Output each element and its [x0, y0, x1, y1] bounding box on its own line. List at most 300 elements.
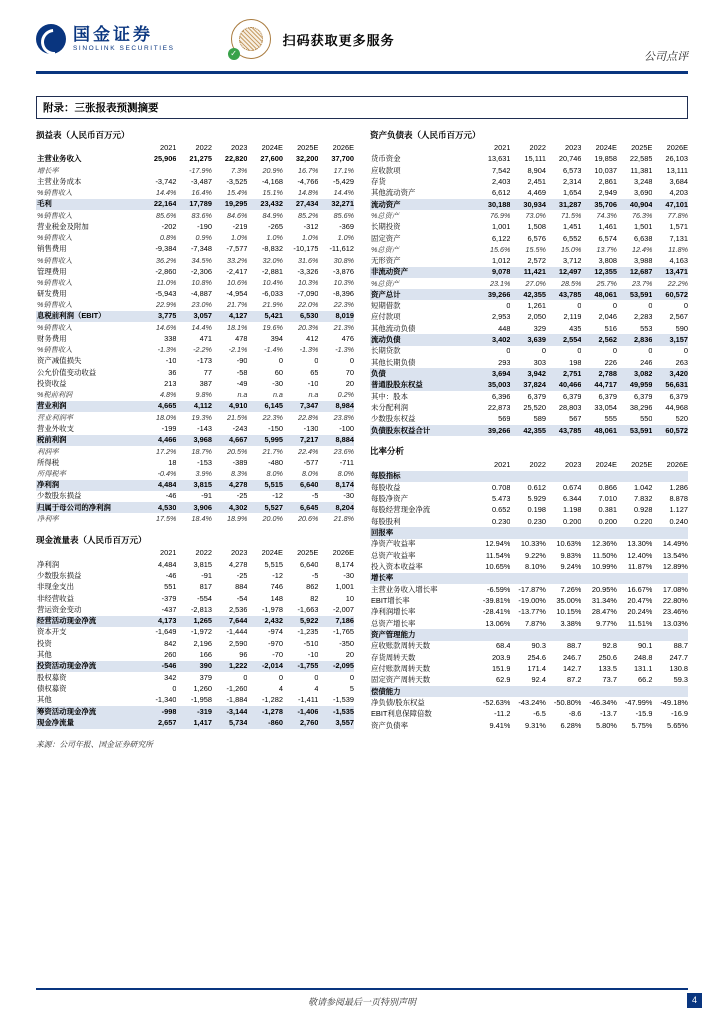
- cell-value: 2,283: [633, 312, 653, 322]
- cell-value: 8,174: [318, 480, 354, 491]
- row-label: [36, 143, 141, 154]
- cell-value: -39.81%: [482, 595, 511, 605]
- row-label: 非经营收益: [37, 593, 74, 603]
- cell-value: -6.5: [533, 709, 546, 719]
- page-header: [36, 10, 688, 68]
- cell-value: 21.9%: [262, 300, 283, 310]
- cell-value: -5: [311, 491, 319, 501]
- cell-value: 20,746: [558, 154, 582, 164]
- cell-value: 10.33%: [520, 539, 546, 549]
- table-row: [36, 684, 354, 695]
- cell-value: 8.878: [669, 493, 688, 503]
- cell-value: -1,663: [297, 604, 319, 614]
- cell-value: 2,590: [228, 638, 248, 648]
- table-row: [370, 346, 688, 357]
- cell-value: -2,095: [318, 661, 354, 672]
- cell-value: 3,248: [633, 177, 653, 187]
- cell-value: 27,434: [283, 199, 319, 210]
- row-label: 少数股东损益: [37, 491, 82, 501]
- cell-value: 13.54%: [662, 550, 688, 560]
- table-row: [370, 357, 688, 368]
- cell-value: 0: [612, 346, 617, 356]
- cell-value: -265: [268, 221, 283, 231]
- cell-value: 17,789: [176, 199, 212, 210]
- cell-value: 2,432: [247, 616, 283, 627]
- cell-value: -4,887: [190, 289, 212, 299]
- cell-value: 2,567: [669, 312, 688, 322]
- ratio-analysis-title: 比率分析: [370, 446, 405, 457]
- year-header: 2025E: [631, 459, 653, 469]
- cell-value: 22.80%: [662, 595, 688, 605]
- cell-value: 5,515: [247, 480, 283, 491]
- cell-value: 49,959: [617, 380, 653, 391]
- left-column: [36, 129, 354, 750]
- cell-value: 23,432: [247, 199, 283, 210]
- cell-value: 39,266: [475, 289, 511, 300]
- cell-value: 21.5%: [227, 412, 248, 422]
- cell-value: -577: [303, 457, 319, 467]
- year-header: 2023: [564, 143, 582, 153]
- table-row: [36, 604, 354, 615]
- cell-value: 13,631: [487, 154, 511, 164]
- cell-value: -480: [268, 457, 283, 467]
- cell-value: -510: [303, 638, 319, 648]
- cell-value: 44,717: [581, 380, 617, 391]
- cell-value: 0.230: [491, 516, 511, 526]
- cell-value: 5,922: [283, 616, 319, 627]
- cell-value: 0: [577, 346, 582, 356]
- table-row: [370, 697, 688, 708]
- cell-value: -1.3%: [299, 345, 319, 355]
- row-label: 营业外收支: [37, 423, 74, 433]
- cell-value: 18: [168, 457, 177, 467]
- row-label: 流动负债: [370, 334, 475, 345]
- cell-value: 1,571: [669, 222, 688, 232]
- cell-value: -202: [161, 221, 177, 231]
- row-label: 非流动资产: [370, 267, 475, 278]
- table-row: [36, 277, 354, 288]
- cell-value: 0: [683, 346, 688, 356]
- cell-value: 8,984: [318, 401, 354, 412]
- cell-value: 36: [168, 367, 177, 377]
- cell-value: 2,788: [581, 368, 617, 379]
- cell-value: n.a: [237, 390, 248, 400]
- cell-value: 0: [349, 672, 354, 682]
- cell-value: 32.0%: [262, 255, 283, 265]
- table-row: [370, 334, 688, 345]
- cell-value: 3,420: [652, 368, 688, 379]
- financial-tables: [36, 129, 688, 750]
- cell-value: -4,168: [261, 176, 283, 186]
- cell-value: 4,484: [157, 559, 177, 569]
- table-row: [370, 233, 688, 244]
- cell-value: 35,003: [475, 380, 511, 391]
- cell-value: 6,379: [527, 391, 546, 401]
- row-label: 增长率: [37, 165, 59, 175]
- cell-value: 22.2%: [667, 278, 688, 288]
- cell-value: 17.2%: [156, 446, 177, 456]
- row-label: %销售收入: [37, 188, 73, 198]
- cell-value: 56,631: [652, 380, 688, 391]
- cell-value: 7.010: [598, 493, 617, 503]
- row-label: 净资产收益率: [371, 539, 416, 549]
- scan-prompt: 扫码获取更多服务: [282, 32, 395, 48]
- cell-value: 84.6%: [227, 210, 248, 220]
- cell-value: -3,144: [212, 706, 248, 717]
- cell-value: 3,988: [633, 255, 653, 265]
- cell-value: 9,078: [475, 267, 511, 278]
- cell-value: 1,001: [491, 222, 511, 232]
- row-label: %总资产: [371, 244, 399, 254]
- cell-value: 4,466: [141, 435, 177, 446]
- cell-value: 3,057: [176, 311, 212, 322]
- cell-value: -13.7: [600, 709, 617, 719]
- table-row: [370, 607, 688, 618]
- cell-value: -1,755: [283, 661, 319, 672]
- cell-value: 20.9%: [262, 165, 283, 175]
- table-row: [36, 210, 354, 221]
- cell-value: -554: [197, 593, 212, 603]
- table-row: [36, 706, 354, 717]
- table-row: [36, 638, 354, 649]
- cell-value: 60,572: [652, 425, 688, 436]
- cell-value: 14.49%: [662, 539, 688, 549]
- cell-value: 3,968: [176, 435, 212, 446]
- cell-value: 40,466: [546, 380, 582, 391]
- cell-value: 6,379: [633, 391, 653, 401]
- cell-value: 1,001: [335, 582, 354, 592]
- row-label: 营运资金变动: [37, 604, 82, 614]
- cell-value: 76.3%: [632, 211, 653, 221]
- year-header: 2026E: [332, 548, 354, 558]
- cell-value: 0.8%: [160, 233, 177, 243]
- table-row: [370, 709, 688, 720]
- cell-value: 19.6%: [262, 322, 283, 332]
- cell-value: 0.674: [562, 482, 582, 492]
- cell-value: 471: [199, 333, 212, 343]
- row-label: 净利率: [37, 514, 59, 524]
- row-label: 货币资金: [371, 154, 401, 164]
- table-row: [370, 414, 688, 425]
- cell-value: -1.3%: [335, 345, 354, 355]
- cell-value: n.a: [308, 390, 319, 400]
- cell-value: 4,163: [669, 255, 688, 265]
- cell-value: -1,978: [261, 604, 283, 614]
- cell-value: 19,858: [594, 154, 617, 164]
- row-label: [370, 143, 475, 154]
- year-header: 2025E: [297, 143, 319, 153]
- row-label: 所得税率: [37, 468, 66, 478]
- cell-value: 4,173: [141, 616, 177, 627]
- cell-value: 5.929: [527, 493, 546, 503]
- table-row: [36, 232, 354, 243]
- cell-value: -711: [339, 457, 354, 467]
- cell-value: -5: [311, 570, 319, 580]
- table-row: [370, 720, 688, 731]
- cell-value: 7,131: [669, 233, 688, 243]
- balance-sheet-title: 资产负债表（人民币百万元）: [370, 129, 481, 140]
- cell-value: 21.7%: [262, 446, 283, 456]
- cell-value: 3,815: [193, 559, 212, 569]
- row-label: 资产总计: [370, 289, 475, 300]
- cell-value: 90.3: [531, 641, 546, 651]
- row-label: [36, 548, 141, 559]
- table-row: [36, 199, 354, 210]
- cell-value: 5: [349, 684, 354, 694]
- year-header: 2021: [493, 143, 511, 153]
- cell-value: 1.0%: [302, 233, 319, 243]
- cell-value: 1,222: [212, 661, 248, 672]
- page-footer: [36, 988, 697, 1008]
- cell-value: 73.7: [602, 675, 617, 685]
- cell-value: 37,700: [331, 154, 354, 164]
- cell-value: 10.99%: [591, 561, 617, 571]
- cell-value: 254.6: [527, 652, 546, 662]
- cell-value: 18.7%: [191, 446, 212, 456]
- cell-value: 39,266: [475, 425, 511, 436]
- cell-value: 15.6%: [490, 244, 511, 254]
- table-row: [370, 550, 688, 561]
- cell-value: 2,554: [546, 334, 582, 345]
- cell-value: 15,111: [524, 154, 546, 164]
- cell-value: -1,340: [155, 695, 177, 705]
- cell-value: 6,122: [491, 233, 511, 243]
- cell-value: -2,306: [190, 266, 212, 276]
- cell-value: 1.198: [562, 505, 582, 515]
- cell-value: 10.15%: [556, 607, 582, 617]
- row-label: 固定资产周转天数: [371, 675, 431, 685]
- table-row: [370, 222, 688, 233]
- cell-value: -4,766: [297, 176, 319, 186]
- cell-value: 520: [675, 414, 688, 424]
- cell-value: 0.652: [491, 505, 511, 515]
- year-header: 2022: [529, 143, 546, 153]
- cell-value: -2,007: [333, 604, 354, 614]
- cell-value: 5,527: [247, 502, 283, 513]
- row-label: 债权募资: [37, 684, 67, 694]
- cell-value: 7.832: [633, 493, 653, 503]
- cell-value: 38,296: [629, 402, 653, 412]
- row-label: 长期投资: [371, 222, 401, 232]
- cell-value: 263: [675, 357, 688, 367]
- table-row: [370, 312, 688, 323]
- row-label: 总资产增长率: [371, 618, 416, 628]
- row-label: 每股净资产: [371, 493, 408, 503]
- cell-value: 14.6%: [156, 322, 177, 332]
- section-row: [370, 686, 688, 697]
- cell-value: -389: [232, 457, 248, 467]
- cell-value: -2,881: [261, 266, 283, 276]
- cell-value: 10.3%: [298, 277, 319, 287]
- row-label: 其他流动资产: [371, 188, 416, 198]
- cell-value: 10.63%: [556, 539, 582, 549]
- row-label: 长期贷款: [371, 346, 401, 356]
- cell-value: 20.3%: [298, 322, 319, 332]
- row-label: 资产减值损失: [37, 356, 82, 366]
- cell-value: 2,657: [141, 718, 177, 729]
- table-row: [36, 176, 354, 187]
- cell-value: 16.7%: [298, 165, 319, 175]
- cell-value: 5,734: [212, 718, 248, 729]
- table-row: [370, 176, 688, 187]
- cell-value: 213: [164, 379, 177, 389]
- cell-value: 14.4%: [156, 188, 177, 198]
- cell-value: 3,906: [176, 502, 212, 513]
- cell-value: 2,196: [193, 638, 212, 648]
- cell-value: 0: [314, 672, 319, 682]
- row-label: 税前利润: [36, 435, 141, 446]
- row-label: %销售收入: [37, 300, 73, 310]
- cell-value: -100: [339, 423, 354, 433]
- cell-value: 0.200: [598, 516, 617, 526]
- cell-value: 8,904: [527, 165, 546, 175]
- table-row: [370, 482, 688, 493]
- cell-value: 20: [345, 379, 354, 389]
- cell-value: 92.4: [531, 675, 546, 685]
- cell-value: 25,906: [153, 154, 177, 164]
- cell-value: 23.8%: [333, 412, 354, 422]
- cell-value: 17.08%: [662, 584, 688, 594]
- cell-value: 133.5: [598, 663, 617, 673]
- cell-value: 551: [164, 582, 177, 592]
- cell-value: -998: [141, 706, 177, 717]
- cell-value: 6.28%: [560, 720, 582, 730]
- qr-pattern-icon: [239, 27, 263, 51]
- table-row: [370, 380, 688, 391]
- cell-value: 550: [640, 414, 653, 424]
- cell-value: 73.0%: [525, 211, 546, 221]
- cell-value: 48,061: [581, 289, 617, 300]
- cell-value: 96: [239, 650, 248, 660]
- cell-value: -1,765: [333, 627, 354, 637]
- section-row: [370, 629, 688, 640]
- row-label: 销售费用: [37, 244, 67, 254]
- cell-value: 76.9%: [490, 211, 511, 221]
- row-label: 固定资产: [371, 233, 401, 243]
- cell-value: 1.286: [669, 482, 688, 492]
- source-note: 来源：公司年报、国金证券研究所: [36, 739, 153, 749]
- row-label: 管理费用: [37, 266, 67, 276]
- cell-value: 0.866: [598, 482, 617, 492]
- balance-sheet-table: [370, 143, 688, 437]
- row-label: 资本开支: [37, 627, 67, 637]
- cell-value: 43,785: [546, 289, 582, 300]
- cell-value: -219: [232, 221, 248, 231]
- row-label: 经营活动现金净流: [36, 616, 141, 627]
- cell-value: 60: [274, 367, 283, 377]
- cell-value: 6,638: [633, 233, 653, 243]
- row-label: 公允价值变动收益: [37, 367, 97, 377]
- cell-value: -25: [236, 570, 248, 580]
- cell-value: 862: [306, 582, 319, 592]
- cell-value: 23.7%: [632, 278, 653, 288]
- cell-value: 13,111: [666, 165, 688, 175]
- row-label: 所得税: [37, 457, 60, 467]
- cell-value: -47.99%: [624, 697, 653, 707]
- cell-value: 303: [533, 357, 546, 367]
- row-label: 无形资产: [371, 255, 401, 265]
- cell-value: -2,014: [247, 661, 283, 672]
- cell-value: 11.51%: [627, 618, 653, 628]
- cell-value: 62.9: [496, 675, 511, 685]
- cell-value: -3,876: [333, 266, 354, 276]
- cell-value: 10.4%: [262, 277, 283, 287]
- row-label: 主营业务收入增长率: [371, 584, 438, 594]
- table-row: [36, 446, 354, 457]
- row-label: 少数股东权益: [371, 414, 416, 424]
- table-row: [36, 718, 354, 729]
- cell-value: 53,591: [617, 289, 653, 300]
- cell-value: 26,103: [665, 154, 688, 164]
- table-row: [36, 188, 354, 199]
- cell-value: 23.46%: [662, 607, 688, 617]
- table-row: [36, 502, 354, 513]
- cell-value: 20.0%: [262, 514, 283, 524]
- cell-value: -58: [236, 367, 248, 377]
- cell-value: -11,612: [329, 244, 354, 254]
- cell-value: -91: [201, 491, 212, 501]
- cell-value: 21.7%: [227, 300, 248, 310]
- table-row: [36, 672, 354, 683]
- cell-value: 31.6%: [298, 255, 319, 265]
- row-label: 投资: [37, 638, 52, 648]
- cell-value: 2,572: [527, 255, 546, 265]
- year-header: 2026E: [332, 143, 354, 153]
- year-header: 2024E: [595, 143, 617, 153]
- row-label: 每股收益: [371, 482, 401, 492]
- cell-value: 25.7%: [596, 278, 617, 288]
- cell-value: 1.0%: [231, 233, 248, 243]
- cell-value: -1,539: [333, 695, 354, 705]
- cell-value: 0.612: [527, 482, 546, 492]
- table-row: [36, 356, 354, 367]
- row-label: 净利润: [36, 480, 141, 491]
- cell-value: 0.240: [669, 516, 688, 526]
- cell-value: 0.230: [527, 516, 546, 526]
- row-label: 其中：股本: [371, 391, 408, 401]
- cell-value: 30,188: [475, 199, 511, 210]
- row-label: 少数股东损益: [37, 570, 82, 580]
- cell-value: -10: [307, 379, 319, 389]
- cell-value: 4,278: [228, 559, 248, 569]
- cell-value: 379: [199, 672, 212, 682]
- cell-value: 71.5%: [561, 211, 582, 221]
- cell-value: 3,082: [617, 368, 653, 379]
- sinolink-logo-icon: [36, 24, 66, 54]
- cell-value: 0.928: [633, 505, 653, 515]
- cell-value: -1,884: [226, 695, 248, 705]
- row-label: 存货: [371, 177, 386, 187]
- cell-value: 6,574: [598, 233, 617, 243]
- cell-value: -190: [197, 221, 212, 231]
- cell-value: -199: [161, 423, 177, 433]
- cell-value: 18.9%: [227, 514, 248, 524]
- cell-value: -52.63%: [482, 697, 511, 707]
- cell-value: 12,497: [546, 267, 582, 278]
- cell-value: -6.59%: [487, 584, 511, 594]
- cell-value: 17.1%: [333, 165, 354, 175]
- row-label: 其他: [37, 650, 52, 660]
- row-label: 股权募资: [37, 672, 67, 682]
- cell-value: 0.220: [633, 516, 653, 526]
- cell-value: 18.1%: [227, 322, 248, 332]
- cell-value: 22,820: [224, 154, 248, 164]
- cell-value: -2,417: [226, 266, 248, 276]
- table-row: [36, 266, 354, 277]
- cell-value: 12.89%: [662, 561, 688, 571]
- row-label: 息税前利润（EBIT）: [36, 311, 141, 322]
- cell-value: -8,832: [261, 244, 283, 254]
